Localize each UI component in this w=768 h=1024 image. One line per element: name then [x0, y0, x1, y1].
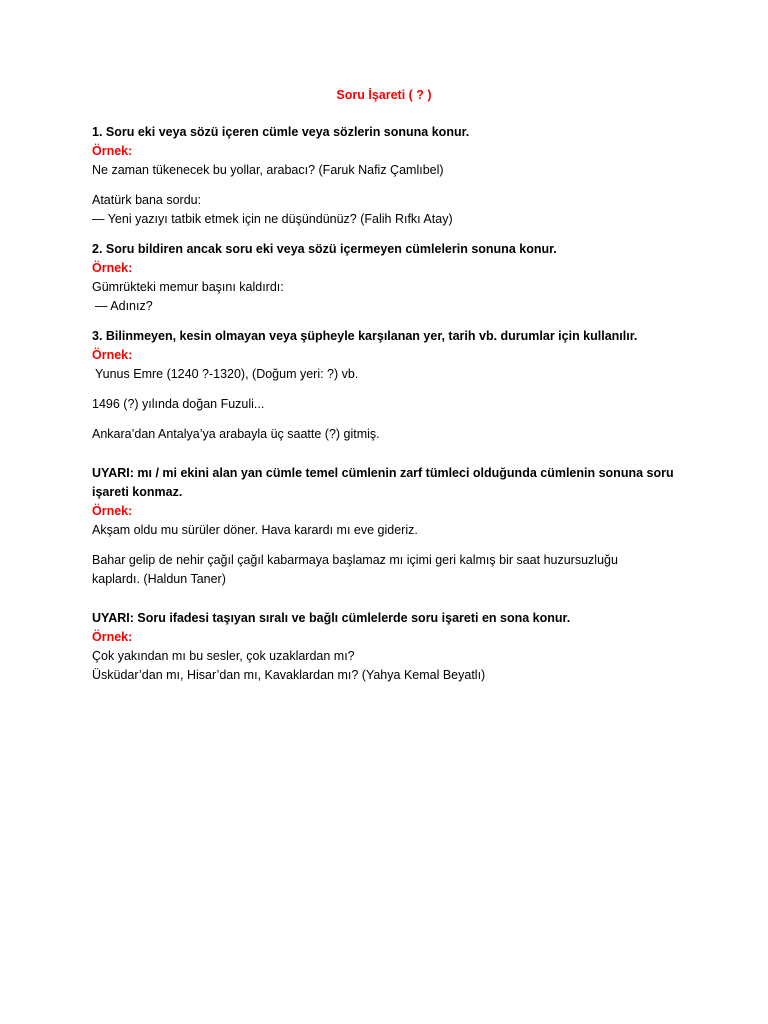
section-3-line-1: Yunus Emre (1240 ?-1320), (Doğum yeri: ?) vb.	[95, 367, 359, 381]
warning-1-line-2: Bahar gelip de nehir çağıl çağıl kabarmaya başlamaz mı içimi geri kalmış bir saat huzursuzluğu	[92, 553, 618, 567]
section-2-example-label: Örnek:	[92, 261, 133, 275]
section-3	[92, 327, 676, 444]
section-1-line-3: — Yeni yazıyı tatbik etmek için ne düşündünüz? (Falih Rıfkı Atay)	[92, 212, 453, 226]
section-2	[92, 240, 676, 316]
warning-2-example-label: Örnek:	[92, 630, 133, 644]
section-1-line-2: Atatürk bana sordu:	[92, 193, 202, 207]
warning-1-line-1: Akşam oldu mu sürüler döner. Hava karardı mı eve gideriz.	[92, 523, 418, 537]
warning-2-heading: UYARI: Soru ifadesi taşıyan sıralı ve bağlı cümlelerde soru işareti en sona konur.	[92, 611, 571, 625]
section-1-example-label: Örnek:	[92, 144, 133, 158]
warning-1	[92, 464, 676, 589]
warning-1-heading-line-2: işareti konmaz.	[92, 485, 183, 499]
section-2-line-1: Gümrükteki memur başını kaldırdı:	[92, 280, 284, 294]
warning-2-line-1: Çok yakından mı bu sesler, çok uzaklardan mı?	[92, 649, 355, 663]
section-3-example-label: Örnek:	[92, 348, 133, 362]
document-title: Soru İşareti ( ? )	[336, 88, 432, 102]
warning-1-example-label: Örnek:	[92, 504, 133, 518]
warning-1-line-3: kaplardı. (Haldun Taner)	[92, 572, 226, 586]
section-2-heading: 2. Soru bildiren ancak soru eki veya sözü içermeyen cümlelerin sonuna konur.	[92, 242, 557, 256]
section-3-line-3: Ankara’dan Antalya’ya arabayla üç saatte (?) gitmiş.	[92, 427, 380, 441]
warning-2	[92, 609, 676, 685]
section-3-heading: 3. Bilinmeyen, kesin olmayan veya şüpheyle karşılanan yer, tarih vb. durumlar için kullanılır.	[92, 329, 638, 343]
section-2-line-2: — Adınız?	[95, 299, 153, 313]
section-1-line-1: Ne zaman tükenecek bu yollar, arabacı? (Faruk Nafiz Çamlıbel)	[92, 163, 444, 177]
section-3-line-2: 1496 (?) yılında doğan Fuzuli...	[92, 397, 265, 411]
section-1-heading: 1. Soru eki veya sözü içeren cümle veya sözlerin sonuna konur.	[92, 125, 470, 139]
warning-1-heading-line-1: UYARI: mı / mi ekini alan yan cümle temel cümlenin zarf tümleci olduğunda cümlenin sonuna soru	[92, 466, 674, 480]
section-1	[92, 123, 676, 229]
warning-2-line-2: Üsküdar’dan mı, Hisar’dan mı, Kavaklardan mı? (Yahya Kemal Beyatlı)	[92, 668, 486, 682]
